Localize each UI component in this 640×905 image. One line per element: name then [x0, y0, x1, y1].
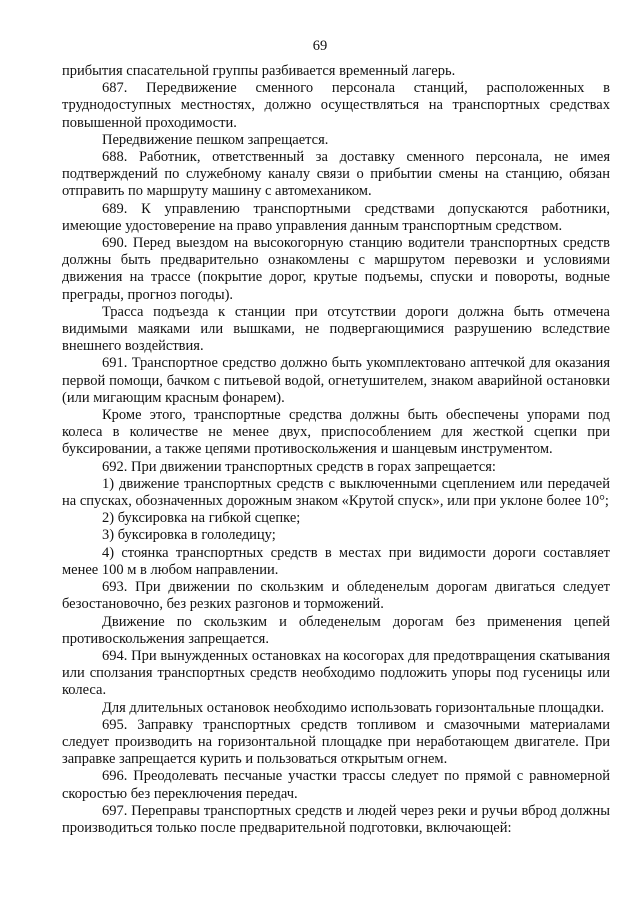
paragraph-691-equipment: Кроме этого, транспортные средства должны быть обеспечены упорами под колеса в количестве не менее двух, приспособлением для жесткой сцепки при буксировании, а также цепями противоскольжения и шанцевым инструментом.	[62, 407, 610, 458]
list-item-4: 4) стоянка транспортных средств в местах при видимости дороги составляет менее 100 м в любом направлении.	[62, 544, 610, 578]
paragraph-694: 694. При вынужденных остановках на косогорах для предотвращения скатывания или сползания транспортных средств необходимо подложить упоры под гусеницы или колеса.	[62, 647, 610, 699]
paragraph-696: 696. Преодолевать песчаные участки трассы следует по прямой с равномерной скоростью без переключения передач.	[62, 768, 610, 802]
paragraph-689: 689. К управлению транспортными средствами допускаются работники, имеющие удостоверение на право управления данным транспортным средством.	[62, 200, 610, 234]
paragraph-695: 695. Заправку транспортных средств топливом и смазочными материалами следует производить на горизонтальной площадке при неработающем двигателе. При заправке запрещается курить и пользоваться открытым огнем.	[62, 716, 610, 768]
paragraph-693: 693. При движении по скользким и обледенелым дорогам двигаться следует безостановочно, без резких разгонов и торможений.	[62, 579, 610, 613]
list-item-1: 1) движение транспортных средств с выключенными сцеплением или передачей на спусках, обозначенных дорожным знаком «Крутой спуск», или при уклоне более 10°;	[62, 475, 610, 510]
paragraph-687: 687. Передвижение сменного персонала станций, расположенных в труднодоступных местностях, должно осуществляться на транспортных средствах повышенной проходимости.	[62, 80, 610, 131]
paragraph-697: 697. Переправы транспортных средств и людей через реки и ручьи вброд должны производиться только после предварительной подготовки, включающей:	[62, 802, 610, 836]
paragraph-690: 690. Перед выездом на высокогорную станцию водители транспортных средств должны быть предварительно ознакомлены с маршрутом перевозки и условиями движения на трассе (покрытие дорог, крутые подъемы, спуски и повороты, водные преграды, прогноз погоды).	[62, 235, 610, 303]
paragraph-693-chains: Движение по скользким и обледенелым дорогам без применения цепей противоскольжения запрещается.	[62, 613, 610, 647]
paragraph-688: 688. Работник, ответственный за доставку сменного персонала, не имея подтверждений по служебному каналу связи о прибытии смены на станцию, обязан отправить по маршруту машину с автомехаником.	[62, 149, 610, 200]
paragraph-694-stops: Для длительных остановок необходимо использовать горизонтальные площадки.	[102, 699, 605, 716]
paragraph-690-route: Трасса подъезда к станции при отсутствии дороги должна быть отмечена видимыми маяками или вышками, не подвергающимися разрушению вследствие внешнего воздействия.	[62, 303, 610, 355]
document-body	[62, 63, 610, 837]
paragraph-687-note: Передвижение пешком запрещается.	[102, 131, 329, 148]
page-number: 69	[312, 38, 328, 54]
list-item-3: 3) буксировка в гололедицу;	[102, 527, 276, 544]
list-item-2: 2) буксировка на гибкой сцепке;	[102, 510, 301, 527]
paragraph-691: 691. Транспортное средство должно быть укомплектовано аптечкой для оказания первой помощи, бачком с питьевой водой, огнетушителем, знаком аварийной остановки (или мигающим красным фонарем).	[62, 355, 610, 406]
paragraph-692: 692. При движении транспортных средств в горах запрещается:	[102, 458, 496, 475]
paragraph-continuation: прибытия спасательной группы разбивается временный лагерь.	[62, 63, 456, 79]
